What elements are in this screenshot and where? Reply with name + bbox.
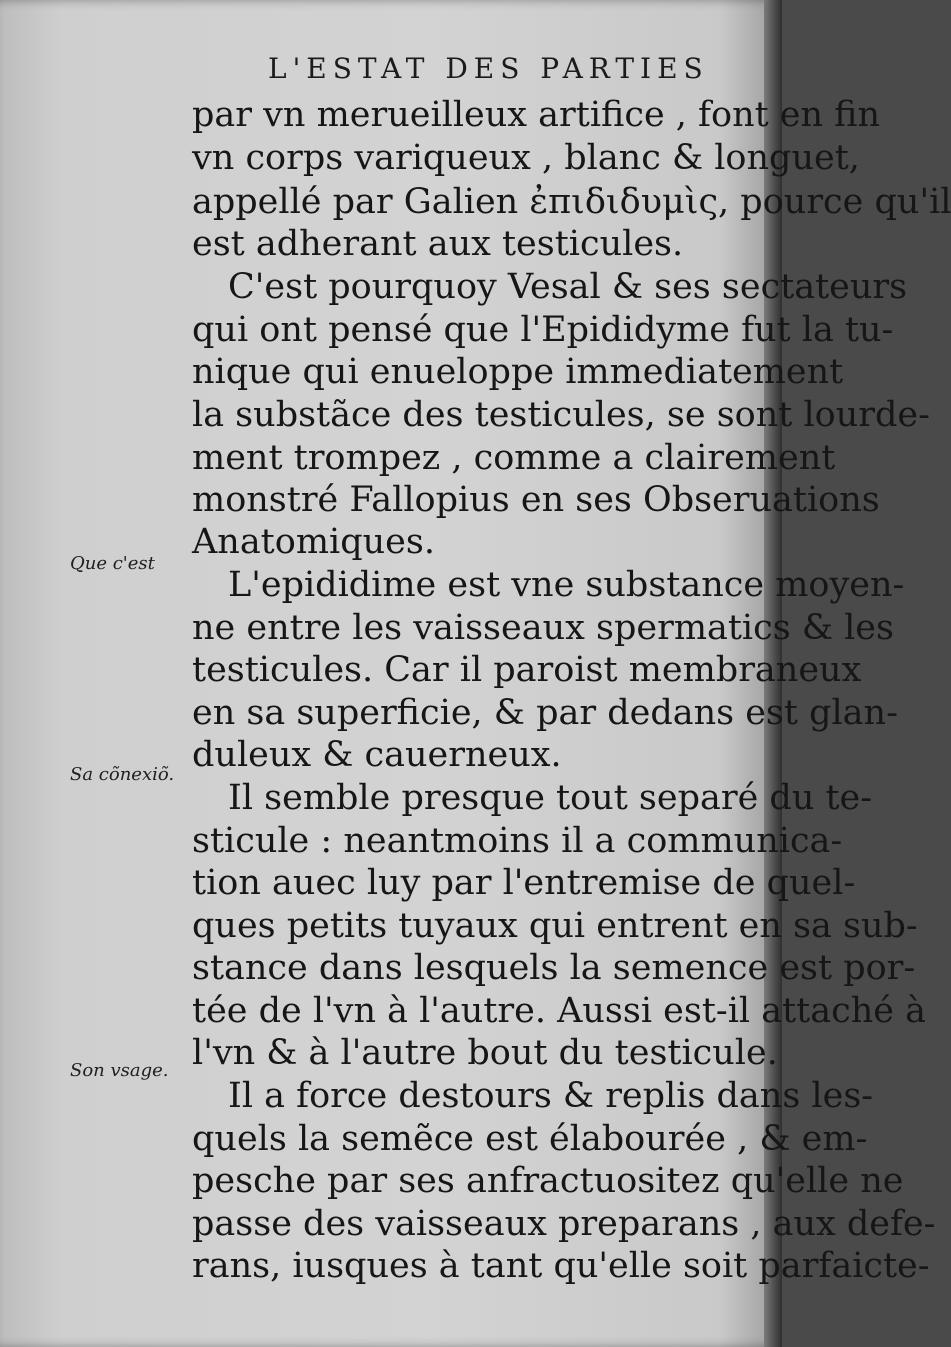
text-line: nique qui enueloppe immediatement xyxy=(192,352,844,392)
text-line: appellé par Galien ἐπιδιδυμὶς, pource qu'il xyxy=(192,182,951,222)
text-line: tée de l'vn à l'autre. Aussi est-il attaché à xyxy=(192,991,926,1031)
text-line: quels la semẽce est élabourée , & em- xyxy=(192,1119,868,1159)
text-line: ment trompez , comme a clairement xyxy=(192,438,836,478)
text-line: qui ont pensé que l'Epididyme fut la tu- xyxy=(192,310,894,350)
text-line: testicules. Car il paroist membraneux xyxy=(192,650,862,690)
text-line: L'epididime est vne substance moyen- xyxy=(228,565,905,605)
text-line: la substãce des testicules, se sont lourde- xyxy=(192,395,930,435)
text-line: l'vn & à l'autre bout du testicule. xyxy=(192,1033,778,1073)
text-line: Anatomiques. xyxy=(192,522,435,562)
running-head: L'ESTAT DES PARTIES xyxy=(268,52,709,85)
text-line: Il semble presque tout separé du te- xyxy=(228,778,873,818)
text-line: C'est pourquoy Vesal & ses sectateurs xyxy=(228,267,908,307)
text-line: vn corps variqueux , blanc & longuet, xyxy=(192,138,860,178)
text-line: monstré Fallopius en ses Obseruations xyxy=(192,480,880,520)
text-line: sticule : neantmoins il a communica- xyxy=(192,821,843,861)
margin-note: Son vsage. xyxy=(70,1060,169,1081)
margin-note: Que c'est xyxy=(70,553,155,574)
text-line: en sa superficie, & par dedans est glan- xyxy=(192,693,898,733)
text-line: par vn merueilleux artifice , font en fin xyxy=(192,95,881,135)
text-line: pesche par ses anfractuositez qu'elle ne xyxy=(192,1161,904,1201)
text-line: tion auec luy par l'entremise de quel- xyxy=(192,863,856,903)
text-line: rans, iusques à tant qu'elle soit parfaicte- xyxy=(192,1246,930,1286)
margin-note: Sa cõnexiõ. xyxy=(70,764,175,785)
text-line: ques petits tuyaux qui entrent en sa sub- xyxy=(192,906,918,946)
text-line: ne entre les vaisseaux spermatics & les xyxy=(192,608,894,648)
text-line: stance dans lesquels la semence est por- xyxy=(192,948,916,988)
text-line: est adherant aux testicules. xyxy=(192,224,684,264)
text-line: Il a force destours & replis dans les- xyxy=(228,1076,874,1116)
text-line: duleux & cauerneux. xyxy=(192,735,562,775)
text-line: passe des vaisseaux preparans , aux defe- xyxy=(192,1204,936,1244)
